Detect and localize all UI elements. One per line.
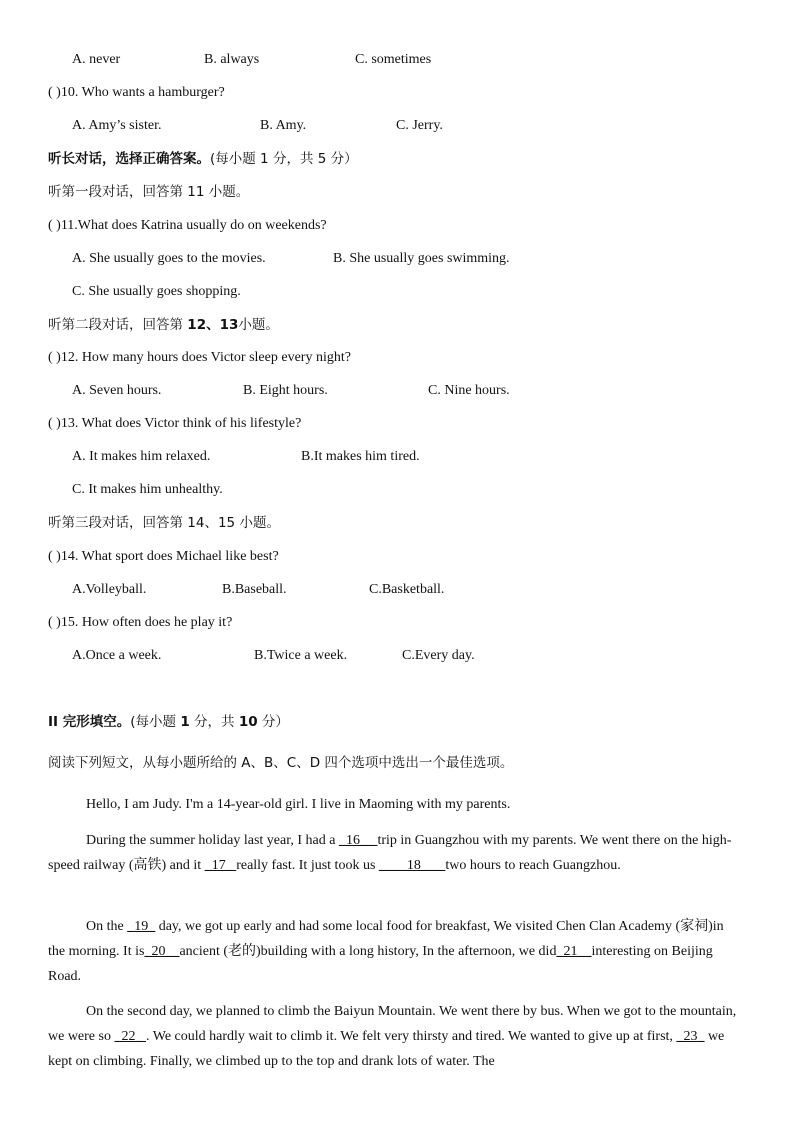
passage-paragraph-4 xyxy=(48,999,743,1074)
passage-p2-b: trip in Guangzhou with my parents. We went there on the high-speed railway (高铁) and it xyxy=(48,833,732,873)
section2-heading xyxy=(48,713,289,731)
passage-p4-c: we kept on climbing. Finally, we climbed up to the top and drank lots of water. The xyxy=(48,1029,725,1069)
dialog3-instruction: 听第三段对话，回答第 14、15 小题。 xyxy=(48,515,280,531)
section2-instruction: 阅读下列短文，从每小题所给的 A、B、C、D 四个选项中选出一个最佳选项。 xyxy=(48,755,514,771)
q12-option-c: C. Nine hours. xyxy=(428,383,510,398)
q9-option-c: C. sometimes xyxy=(355,52,432,67)
blank-23: _23_ xyxy=(676,1029,705,1044)
q13-stem: ( )13. What does Victor think of his lifestyle? xyxy=(48,416,302,431)
q11-stem: ( )11.What does Katrina usually do on weekends? xyxy=(48,218,327,233)
dialog2-instruction xyxy=(48,316,279,334)
passage-paragraph-3 xyxy=(48,914,743,989)
blank-22: _22_ xyxy=(114,1029,146,1044)
q9-option-a: A. never xyxy=(72,52,121,67)
q12-option-b: B. Eight hours. xyxy=(243,383,328,398)
passage-p2-d: two hours to reach Guangzhou. xyxy=(445,858,621,873)
section2-heading-n2: 10 xyxy=(238,714,258,730)
passage-p3-d: interesting on Beijing Road. xyxy=(48,944,713,984)
dialog1-instruction: 听第一段对话，回答第 11 小题。 xyxy=(48,184,250,200)
q11-option-c: C. She usually goes shopping. xyxy=(72,284,241,299)
passage-p3-b: day, we got up early and had some local food for breakfast, We visited Chen Clan Academy (家祠)in the morning. It is xyxy=(48,919,724,959)
passage-paragraph-1: Hello, I am Judy. I'm a 14-year-old girl. I live in Maoming with my parents. xyxy=(86,797,511,812)
q10-option-a: A. Amy’s sister. xyxy=(72,118,162,133)
section2-heading-n1: 1 xyxy=(180,714,190,730)
blank-19: _19_ xyxy=(127,919,156,934)
q12-stem: ( )12. How many hours does Victor sleep every night? xyxy=(48,350,351,365)
q10-option-c: C. Jerry. xyxy=(396,118,443,133)
passage-p2-c: really fast. It just took us xyxy=(236,858,379,873)
q15-option-c: C.Every day. xyxy=(402,648,475,663)
q10-option-b: B. Amy. xyxy=(260,118,307,133)
q14-option-b: B.Baseball. xyxy=(222,582,287,597)
section-listen-long-heading xyxy=(48,150,358,168)
blank-16: _16__ xyxy=(338,833,378,848)
q14-option-c: C.Basketball. xyxy=(369,582,445,597)
passage-p2-a: During the summer holiday last year, I had a xyxy=(86,833,339,848)
q9-option-b: B. always xyxy=(204,52,260,67)
section2-heading-end: 分） xyxy=(257,714,289,730)
section-heading-bold: 听长对话，选择正确答案。 xyxy=(48,151,210,167)
blank-18: ____18___ xyxy=(378,858,446,873)
passage-p4-a: On the second day, we planned to climb the Baiyun Mountain. We went there by bus. When we got to the mountain, we were so xyxy=(48,1004,737,1044)
q15-stem: ( )15. How often does he play it? xyxy=(48,615,233,630)
blank-20: _20__ xyxy=(144,944,180,959)
passage-p3-a: On the xyxy=(86,919,128,934)
dialog2-instruction-post: 小题。 xyxy=(238,317,279,333)
q11-option-a: A. She usually goes to the movies. xyxy=(72,251,266,266)
section-heading-score: (每小题 1 分，共 5 分） xyxy=(210,151,358,167)
q14-stem: ( )14. What sport does Michael like best? xyxy=(48,549,279,564)
q15-option-b: B.Twice a week. xyxy=(254,648,348,663)
passage-p4-b: . We could hardly wait to climb it. We felt very thirsty and tired. We wanted to give up at first, xyxy=(145,1029,677,1044)
q12-option-a: A. Seven hours. xyxy=(72,383,162,398)
q10-stem: ( )10. Who wants a hamburger? xyxy=(48,85,225,100)
section2-heading-mid: 分，共 xyxy=(189,714,239,730)
dialog2-instruction-pre: 听第二段对话，回答第 xyxy=(48,317,188,333)
blank-21: _21__ xyxy=(556,944,592,959)
blank-17: _17_ xyxy=(204,858,237,873)
passage-p3-c: ancient (老的)building with a long history, In the afternoon, we did xyxy=(179,944,557,959)
passage-paragraph-2 xyxy=(48,828,743,878)
q13-option-c: C. It makes him unhealthy. xyxy=(72,482,223,497)
q13-option-a: A. It makes him relaxed. xyxy=(72,449,211,464)
q15-option-a: A.Once a week. xyxy=(72,648,162,663)
section2-heading-bold: II 完形填空。 xyxy=(48,714,131,730)
q11-option-b: B. She usually goes swimming. xyxy=(333,251,510,266)
q13-option-b: B.It makes him tired. xyxy=(301,449,420,464)
dialog2-instruction-nums: 12、13 xyxy=(187,317,239,333)
section2-heading-rest: (每小题 xyxy=(130,714,181,730)
q14-option-a: A.Volleyball. xyxy=(72,582,147,597)
